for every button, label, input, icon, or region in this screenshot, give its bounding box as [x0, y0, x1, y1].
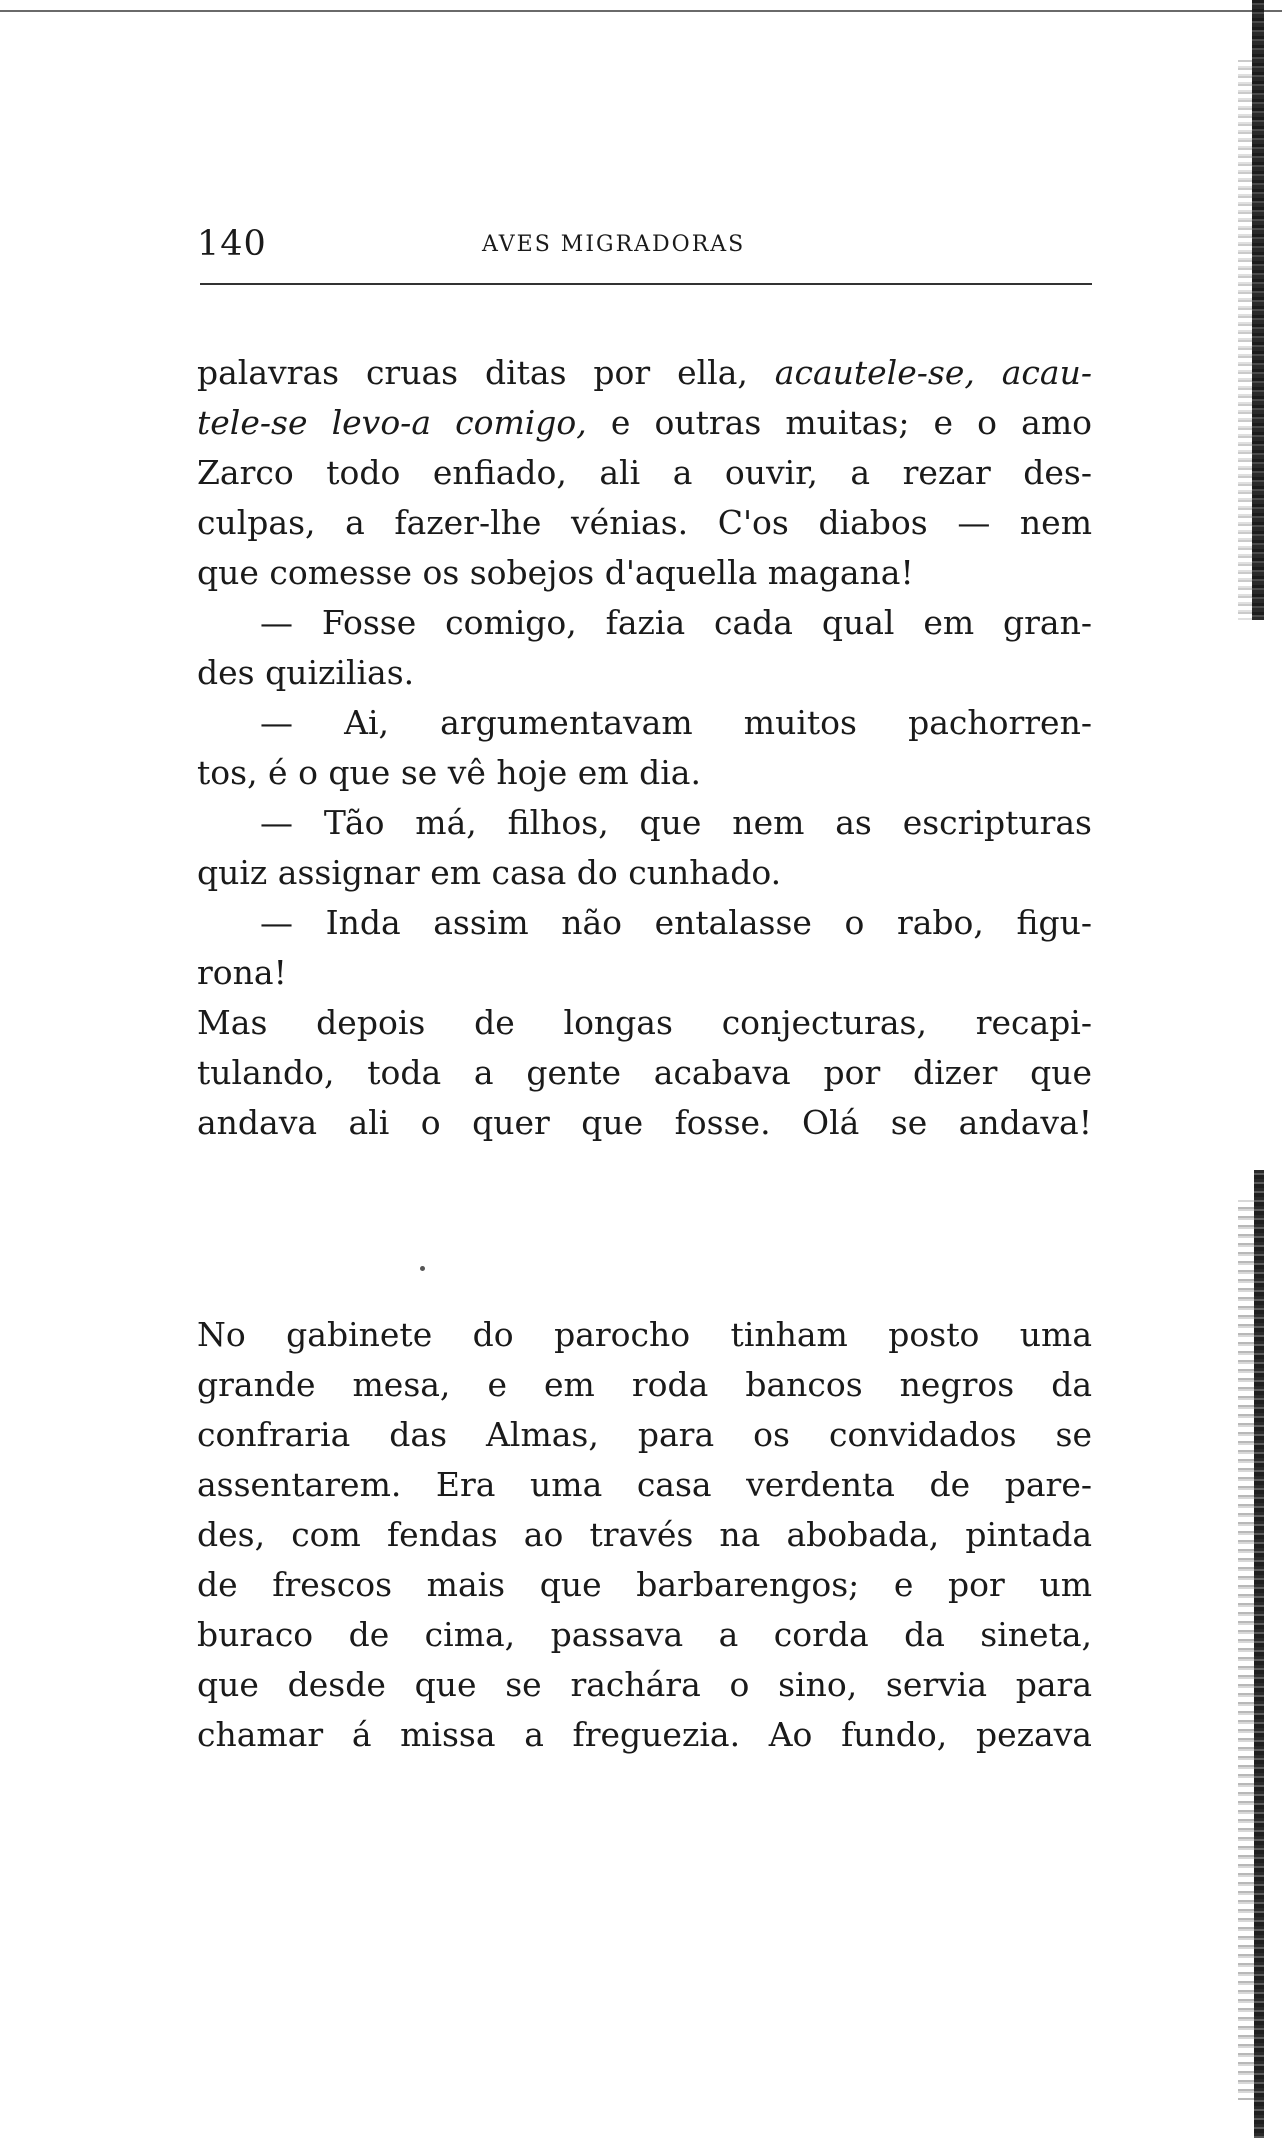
- text-line: No gabinete do parocho tinham posto uma: [197, 1315, 1092, 1354]
- text-line: que comesse os sobejos d'aquella magana!: [197, 553, 914, 592]
- text-line: que desde que se rachára o sino, servia para: [197, 1665, 1092, 1704]
- text-run: e outras muitas; e o amo: [586, 403, 1092, 442]
- italic-run: acautele-se, acau-: [774, 353, 1092, 392]
- running-head: [197, 222, 1097, 266]
- text-line: [197, 348, 1092, 398]
- text-line: culpas, a fazer-lhe vénias. C'os diabos — nem: [197, 503, 1092, 542]
- text-line: grande mesa, e em roda bancos negros da: [197, 1365, 1092, 1404]
- scan-edge-shadow-top: [1238, 60, 1252, 620]
- text-line: tulando, toda a gente acabava por dizer que: [197, 1053, 1092, 1092]
- text-line: andava ali o quer que fosse. Olá se andava!: [197, 1103, 1092, 1142]
- text-line: [197, 398, 1092, 448]
- text-run: palavras cruas ditas por ella,: [197, 353, 775, 392]
- text-line: tos, é o que se vê hoje em dia.: [197, 753, 701, 792]
- dialogue-line: — Tão má, filhos, que nem as escripturas: [260, 803, 1092, 842]
- italic-run: tele-se levo-a comigo,: [197, 403, 587, 442]
- text-line: Mas depois de longas conjecturas, recapi-: [197, 1003, 1092, 1042]
- scan-edge-dark-top: [1252, 0, 1264, 620]
- scan-top-rule: [0, 10, 1282, 12]
- running-title: AVES MIGRADORAS: [482, 232, 746, 257]
- text-line: des quizilias.: [197, 653, 415, 692]
- text-block-second: [197, 1310, 1092, 1760]
- dialogue-line: — Ai, argumentavam muitos pachorren-: [260, 703, 1092, 742]
- text-line: de frescos mais que barbarengos; e por um: [197, 1565, 1092, 1604]
- page-number: 140: [197, 224, 267, 264]
- text-line: quiz assignar em casa do cunhado.: [197, 853, 782, 892]
- section-break-dot: [420, 1266, 425, 1271]
- text-line: confraria das Almas, para os convidados se: [197, 1415, 1092, 1454]
- text-block-first: [197, 348, 1092, 1148]
- text-line: buraco de cima, passava a corda da sineta,: [197, 1615, 1092, 1654]
- header-rule: [200, 283, 1092, 285]
- dialogue-line: — Fosse comigo, fazia cada qual em gran-: [260, 603, 1092, 642]
- scan-edge-dark-bottom: [1254, 1170, 1264, 2138]
- text-line: chamar á missa a freguezia. Ao fundo, pezava: [197, 1715, 1092, 1754]
- dialogue-line: — Inda assim não entalasse o rabo, figu-: [260, 903, 1092, 942]
- text-line: rona!: [197, 953, 287, 992]
- text-line: des, com fendas ao través na abobada, pintada: [197, 1515, 1092, 1554]
- text-line: assentarem. Era uma casa verdenta de pare-: [197, 1465, 1092, 1504]
- scan-page-edge: [1242, 0, 1282, 2138]
- text-line: Zarco todo enfiado, ali a ouvir, a rezar des-: [197, 453, 1092, 492]
- scan-edge-shadow-bottom: [1238, 1200, 1254, 2100]
